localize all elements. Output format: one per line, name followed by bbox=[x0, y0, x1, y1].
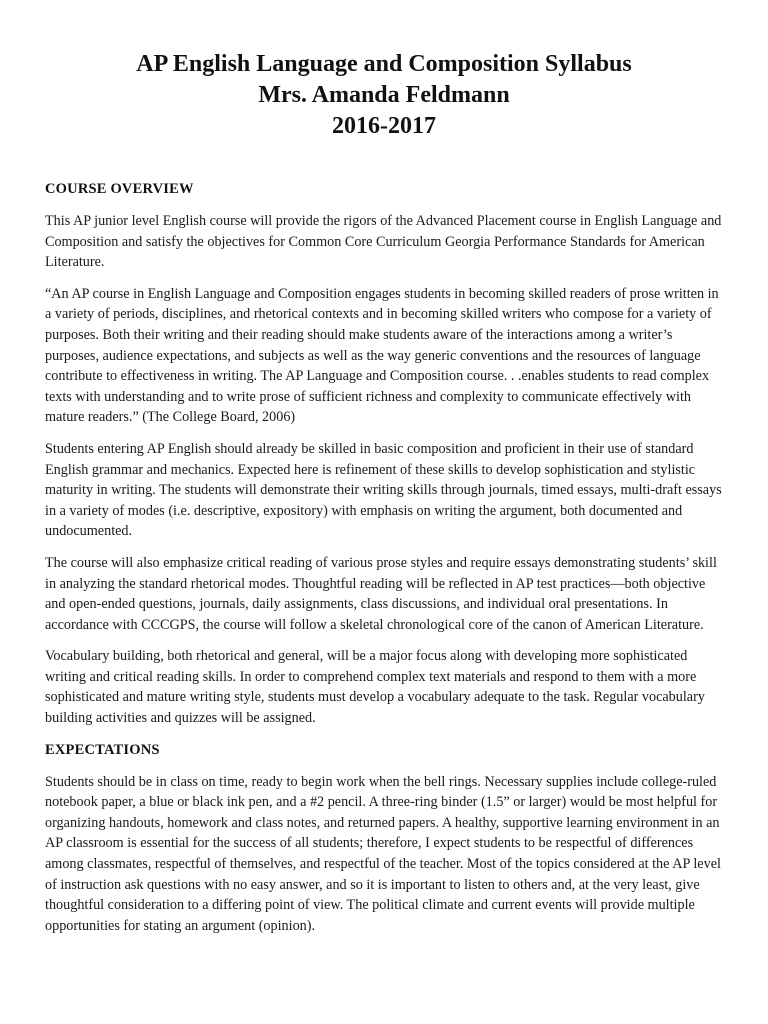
section-expectations bbox=[45, 740, 725, 937]
section-heading: EXPECTATIONS bbox=[45, 741, 160, 758]
paragraph: “An AP course in English Language and Composition engages students in becoming skilled readers of prose written in a variety of periods, disciplines, and rhetorical contexts and in becoming skilled writers who compose for a variety of purposes. Both their writing and their reading should make students aware of the interactions among a writer’s purposes, audience expectations, and subjects as well as the way generic conventions and the resources of language contribute to effectiveness in writing. The AP Language and Composition course. . .enables students to read complex texts with understanding and to write prose of sufficient richness and complexity to communicate effectively with mature readers.” (The College Board, 2006) bbox=[45, 285, 719, 426]
paragraph: This AP junior level English course will provide the rigors of the Advanced Placement course in English Language and Composition and satisfy the objectives for Common Core Curriculum Georgia Performance Standards for American Literature. bbox=[45, 213, 722, 271]
paragraph: Vocabulary building, both rhetorical and general, will be a major focus along with developing more sophisticated writing and critical reading skills. In order to comprehend complex text materials and respond to them with a more sophisticated and mature writing style, students must develop a vocabulary adequate to the task. Regular vocabulary building activities and quizzes will be assigned. bbox=[45, 648, 705, 727]
paragraph: Students entering AP English should already be skilled in basic composition and proficient in their use of standard English grammar and mechanics. Expected here is refinement of these skills to develop sophistication and stylistic maturity in writing. The students will demonstrate their writing skills through journals, timed essays, multi-draft essays in a variety of modes (i.e. descriptive, expository) with emphasis on writing the argument, both documented and undocumented. bbox=[45, 440, 722, 540]
paragraph: The course will also emphasize critical reading of various prose styles and require essays demonstrating students’ skill in analyzing the standard rhetorical modes. Thoughtful reading will be reflected in AP test practices—both objective and open-ended questions, journals, daily assignments, class discussions, and individual oral presentations. In accordance with CCCGPS, the course will follow a skeletal chronological core of the canon of American Literature. bbox=[45, 554, 717, 633]
instructor-name: Mrs. Amanda Feldmann bbox=[258, 82, 510, 108]
paragraph: Students should be in class on time, ready to begin work when the bell rings. Necessary supplies include college-ruled notebook paper, a blue or black ink pen, and a #2 pencil. A three-ring binder (1.5” or larger) would be most helpful for organizing handouts, homework and class notes, and returned papers. A healthy, supportive learning environment in an AP classroom is essential for the success of all students; therefore, I expect students to be respectful of differences among classmates, respectful of themselves, and respectful of the teacher. Most of the topics considered at the AP level of instruction ask questions with no easy answer, and so it is important to listen to others and, at the very least, give thoughtful consideration to a differing point of view. The political climate and current events will provide multiple opportunities for stating an argument (opinion). bbox=[45, 773, 721, 934]
document-title: AP English Language and Composition Syllabus bbox=[136, 51, 632, 77]
section-heading: COURSE OVERVIEW bbox=[45, 181, 194, 197]
section-course-overview bbox=[45, 179, 725, 729]
school-year: 2016-2017 bbox=[332, 113, 436, 139]
document-body bbox=[45, 179, 725, 947]
document-title-block bbox=[0, 49, 768, 142]
